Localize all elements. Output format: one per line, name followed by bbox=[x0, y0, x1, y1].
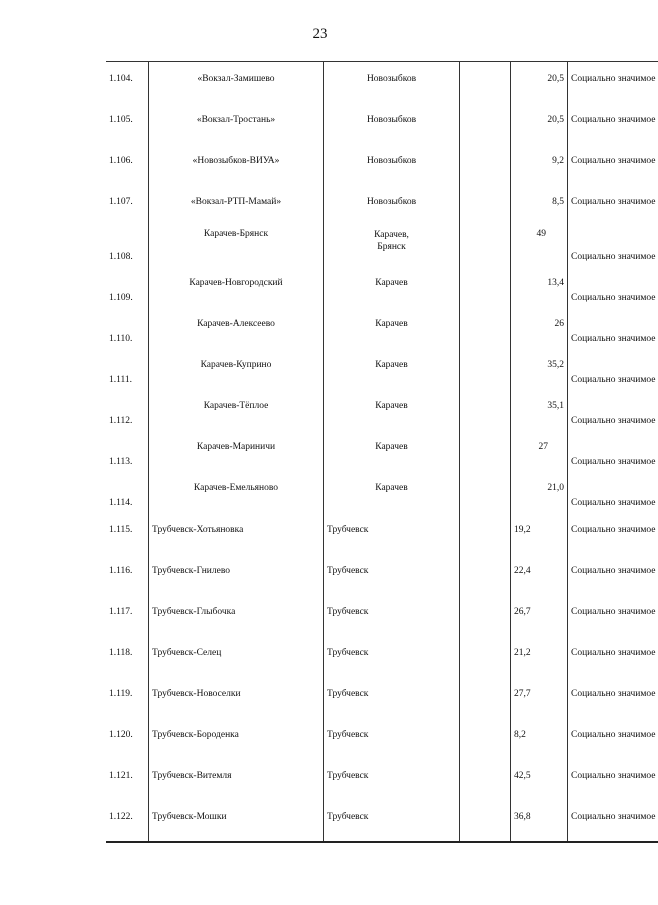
route-number: 1.113. bbox=[109, 457, 133, 467]
route-number: 1.104. bbox=[109, 74, 133, 84]
route-length: 27 bbox=[538, 442, 548, 452]
route-number: 1.109. bbox=[109, 293, 133, 303]
route-length: 20,5 bbox=[547, 115, 564, 125]
route-status: Социально значимое bbox=[571, 525, 656, 535]
route-number: 1.114. bbox=[109, 498, 133, 508]
route-status: Социально значимое bbox=[571, 334, 656, 344]
table-row bbox=[106, 144, 658, 185]
route-status: Социально значимое bbox=[571, 648, 656, 658]
route-status: Социально значимое bbox=[571, 115, 656, 125]
route-name: Трубчевск-Витемля bbox=[152, 771, 232, 781]
route-number: 1.106. bbox=[109, 156, 133, 166]
table-row bbox=[106, 472, 658, 513]
route-length: 42,5 bbox=[514, 771, 531, 781]
route-name: Трубчевск-Хотьяновка bbox=[152, 525, 244, 535]
table-row bbox=[106, 267, 658, 308]
table-row bbox=[106, 718, 658, 759]
route-status: Социально значимое bbox=[571, 416, 656, 426]
route-city: Карачев bbox=[375, 442, 408, 452]
table-row bbox=[106, 103, 658, 144]
table-row bbox=[106, 554, 658, 595]
route-number: 1.110. bbox=[109, 334, 133, 344]
route-length: 20,5 bbox=[547, 74, 564, 84]
route-city: Трубчевск bbox=[327, 525, 369, 535]
route-name: Трубчевск-Селец bbox=[152, 648, 222, 658]
route-number: 1.112. bbox=[109, 416, 133, 426]
route-length: 35,1 bbox=[547, 401, 564, 411]
route-city-second: Брянск bbox=[377, 242, 406, 252]
route-number: 1.119. bbox=[109, 689, 133, 699]
route-length: 35,2 bbox=[547, 360, 564, 370]
route-city: Трубчевск bbox=[327, 771, 369, 781]
route-name: Трубчевск-Гнилево bbox=[152, 566, 231, 576]
route-number: 1.118. bbox=[109, 648, 133, 658]
route-city: Трубчевск bbox=[327, 689, 369, 699]
route-number: 1.121. bbox=[109, 771, 133, 781]
route-length: 9,2 bbox=[552, 156, 564, 166]
route-length: 27,7 bbox=[514, 689, 531, 699]
table-row bbox=[106, 800, 658, 842]
table-row bbox=[106, 62, 658, 104]
table-row bbox=[106, 390, 658, 431]
table-row bbox=[106, 226, 658, 267]
table-row bbox=[106, 677, 658, 718]
route-status: Социально значимое bbox=[571, 498, 656, 508]
route-status: Социально значимое bbox=[571, 812, 656, 822]
table-row bbox=[106, 185, 658, 226]
route-city: Новозыбков bbox=[366, 115, 417, 125]
route-city: Новозыбков bbox=[366, 197, 417, 207]
route-name: Карачев-Мариничи bbox=[196, 442, 276, 452]
route-length: 8,2 bbox=[514, 730, 526, 740]
route-status: Социально значимое bbox=[571, 197, 656, 207]
route-city: Карачев, bbox=[374, 230, 409, 240]
table-row bbox=[106, 595, 658, 636]
route-number: 1.105. bbox=[109, 115, 133, 125]
route-city: Карачев bbox=[375, 483, 408, 493]
page-number: 23 bbox=[312, 26, 328, 42]
route-status: Социально значимое bbox=[571, 730, 656, 740]
route-status: Социально значимое bbox=[571, 252, 656, 262]
route-name: Карачев-Брянск bbox=[203, 229, 269, 239]
route-name: Трубчевск-Глыбочка bbox=[152, 607, 236, 617]
route-status: Социально значимое bbox=[571, 375, 656, 385]
route-city: Карачев bbox=[375, 278, 408, 288]
route-length: 19,2 bbox=[514, 525, 531, 535]
route-city: Новозыбков bbox=[366, 156, 417, 166]
route-city: Карачев bbox=[375, 319, 408, 329]
route-name: Карачев-Тёплое bbox=[203, 401, 269, 411]
route-status: Социально значимое bbox=[571, 457, 656, 467]
route-city: Трубчевск bbox=[327, 648, 369, 658]
route-name: Карачев-Алексеево bbox=[197, 319, 275, 329]
table-row bbox=[106, 308, 658, 349]
route-name: «Новозыбков-ВИУА» bbox=[192, 156, 280, 166]
table-row bbox=[106, 636, 658, 677]
route-status: Социально значимое bbox=[571, 566, 656, 576]
route-length: 49 bbox=[536, 229, 546, 239]
route-status: Социально значимое bbox=[571, 607, 656, 617]
route-name: Трубчевск-Мошки bbox=[152, 812, 227, 822]
table-row bbox=[106, 513, 658, 554]
route-number: 1.117. bbox=[109, 607, 133, 617]
route-number: 1.116. bbox=[109, 566, 133, 576]
route-name: «Вокзал-РТП-Мамай» bbox=[190, 197, 282, 207]
route-name: Карачев-Новгородский bbox=[189, 278, 283, 288]
route-number: 1.115. bbox=[109, 525, 133, 535]
route-number: 1.122. bbox=[109, 812, 133, 822]
route-number: 1.107. bbox=[109, 197, 133, 207]
table-row bbox=[106, 431, 658, 472]
route-length: 13,4 bbox=[547, 278, 564, 288]
route-length: 8,5 bbox=[552, 197, 564, 207]
route-length: 21,0 bbox=[547, 483, 564, 493]
route-name: Карачев-Емельяново bbox=[193, 483, 279, 493]
route-city: Трубчевск bbox=[327, 812, 369, 822]
route-status: Социально значимое bbox=[571, 771, 656, 781]
route-length: 21,2 bbox=[514, 648, 531, 658]
route-name: Карачев-Куприно bbox=[200, 360, 272, 370]
route-length: 26 bbox=[554, 319, 564, 329]
table-row bbox=[106, 349, 658, 390]
route-number: 1.120. bbox=[109, 730, 133, 740]
route-length: 22,4 bbox=[514, 566, 531, 576]
routes-table bbox=[106, 61, 658, 843]
route-name: «Вокзал-Тростань» bbox=[196, 115, 276, 125]
route-status: Социально значимое bbox=[571, 156, 656, 166]
route-city: Трубчевск bbox=[327, 607, 369, 617]
route-city: Трубчевск bbox=[327, 730, 369, 740]
route-name: Трубчевск-Новоселки bbox=[152, 689, 241, 699]
route-name: Трубчевск-Бороденка bbox=[152, 730, 239, 740]
route-status: Социально значимое bbox=[571, 293, 656, 303]
route-city: Новозыбков bbox=[366, 74, 417, 84]
route-number: 1.108. bbox=[109, 252, 133, 262]
route-status: Социально значимое bbox=[571, 689, 656, 699]
route-city: Карачев bbox=[375, 360, 408, 370]
table-row bbox=[106, 759, 658, 800]
route-status: Социально значимое bbox=[571, 74, 656, 84]
route-number: 1.111. bbox=[109, 375, 133, 385]
route-city: Карачев bbox=[375, 401, 408, 411]
route-city: Трубчевск bbox=[327, 566, 369, 576]
route-name: «Вокзал-Замишево bbox=[197, 74, 275, 84]
route-length: 36,8 bbox=[514, 812, 531, 822]
route-length: 26,7 bbox=[514, 607, 531, 617]
